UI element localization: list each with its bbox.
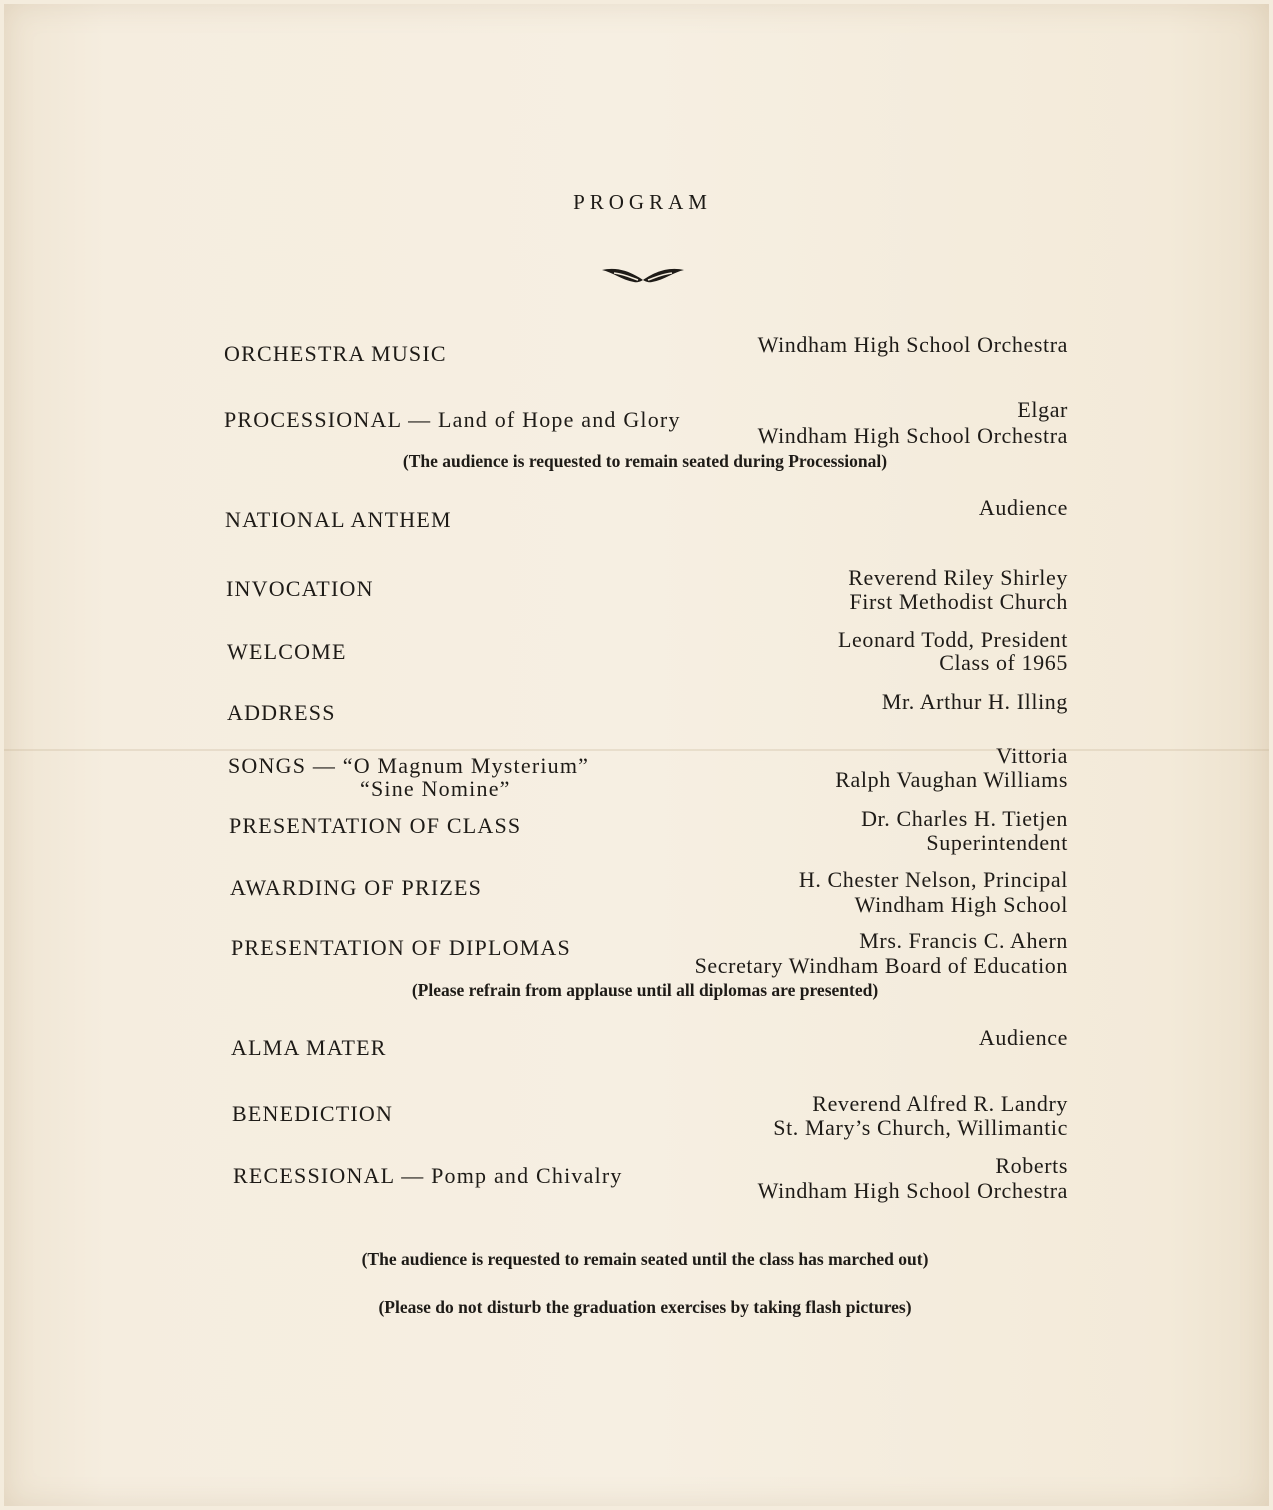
performer: Mrs. Francis C. Ahern bbox=[859, 928, 1068, 953]
performer-affiliation: Windham High School bbox=[854, 892, 1068, 917]
page-title: PROGRAM bbox=[573, 190, 712, 214]
item-awarding-of-prizes: AWARDING OF PRIZES bbox=[230, 875, 483, 900]
performer: Dr. Charles H. Tietjen bbox=[861, 806, 1068, 831]
performer: Mr. Arthur H. Illing bbox=[881, 689, 1068, 714]
item-national-anthem: NATIONAL ANTHEM bbox=[225, 507, 452, 532]
performer: Audience bbox=[978, 1025, 1068, 1050]
item-processional: PROCESSIONAL — Land of Hope and Glory bbox=[224, 407, 681, 432]
program-page bbox=[4, 4, 1269, 1506]
paper-fold bbox=[4, 749, 1269, 751]
item-address: ADDRESS bbox=[227, 700, 336, 725]
footer-note: (The audience is requested to remain seated until the class has marched out) bbox=[361, 1249, 929, 1269]
performer: Audience bbox=[978, 495, 1068, 520]
item-orchestra-music: ORCHESTRA MUSIC bbox=[224, 341, 447, 366]
item-recessional: RECESSIONAL — Pomp and Chivalry bbox=[233, 1163, 623, 1188]
footer-note: (Please do not disturb the graduation exercises by taking flash pictures) bbox=[378, 1297, 912, 1317]
performer-affiliation: Class of 1965 bbox=[939, 650, 1068, 675]
performer-affiliation: First Methodist Church bbox=[849, 589, 1068, 614]
processional-note: (The audience is requested to remain seated during Processional) bbox=[402, 451, 888, 471]
item-songs-second: “Sine Nomine” bbox=[360, 776, 511, 801]
performer: Reverend Alfred R. Landry bbox=[812, 1091, 1068, 1116]
performer: Windham High School Orchestra bbox=[757, 332, 1068, 357]
composer: Roberts bbox=[995, 1153, 1068, 1178]
composer: Vittoria bbox=[996, 743, 1068, 768]
performer: H. Chester Nelson, Principal bbox=[798, 867, 1068, 892]
performer: Windham High School Orchestra bbox=[757, 1178, 1068, 1203]
composer: Ralph Vaughan Williams bbox=[835, 767, 1068, 792]
performer-affiliation: St. Mary’s Church, Willimantic bbox=[773, 1115, 1068, 1140]
performer-affiliation: Secretary Windham Board of Education bbox=[694, 953, 1068, 978]
diplomas-note: (Please refrain from applause until all diplomas are presented) bbox=[411, 980, 879, 1000]
item-welcome: WELCOME bbox=[227, 639, 347, 664]
performer-affiliation: Superintendent bbox=[926, 830, 1068, 855]
composer: Elgar bbox=[1017, 397, 1068, 422]
ornament-icon bbox=[600, 266, 686, 286]
performer: Leonard Todd, President bbox=[838, 627, 1068, 652]
performer: Reverend Riley Shirley bbox=[848, 565, 1068, 590]
item-presentation-of-class: PRESENTATION OF CLASS bbox=[229, 813, 522, 838]
item-alma-mater: ALMA MATER bbox=[231, 1035, 387, 1060]
performer: Windham High School Orchestra bbox=[757, 423, 1068, 448]
item-invocation: INVOCATION bbox=[226, 576, 374, 601]
item-songs: SONGS — “O Magnum Mysterium” bbox=[228, 753, 590, 778]
item-presentation-of-diplomas: PRESENTATION OF DIPLOMAS bbox=[231, 935, 571, 960]
item-benediction: BENEDICTION bbox=[232, 1101, 394, 1126]
